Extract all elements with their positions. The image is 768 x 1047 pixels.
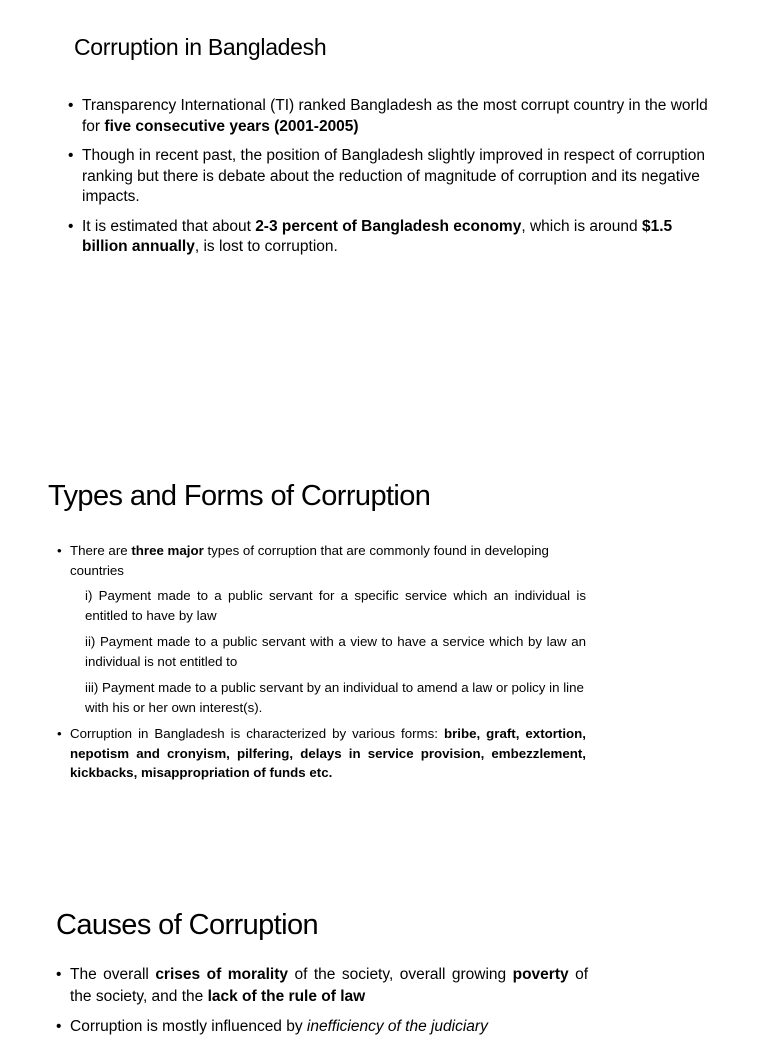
bullet-emphasis: $1.5 billion annually xyxy=(82,217,673,255)
bullet-text: Corruption in Bangladesh is characterized by various forms: xyxy=(70,726,444,741)
bullet-marker: • xyxy=(57,543,62,558)
sub-item: iii) Payment made to a public servant by an individual to amend a law or policy in line with his or her own interest(s). xyxy=(85,680,584,715)
bullet-marker: • xyxy=(56,966,62,983)
bullet-text: of the society, and the xyxy=(70,966,589,1005)
bullet-emphasis: five consecutive years (2001-2005) xyxy=(104,117,359,135)
slide-title: Corruption in Bangladesh xyxy=(74,34,327,60)
slide-title: Types and Forms of Corruption xyxy=(48,480,431,512)
bullet-emphasis: inefficiency of the judiciary xyxy=(306,1018,488,1035)
sub-item: i) Payment made to a public servant for a specific service which an individual is entitled to have by law xyxy=(85,588,586,623)
bullet-text: , which is around xyxy=(521,217,642,235)
bullet-text: There are xyxy=(70,543,132,558)
bullet-list xyxy=(68,96,722,267)
sub-list xyxy=(85,586,586,717)
bullet-emphasis: poverty xyxy=(512,966,569,983)
bullet-list xyxy=(57,541,586,783)
bullet-emphasis: bribe, graft, extortion, nepotism and cronyism, pilfering, delays in service provision, embezzlement, kickbacks, misappropriation of funds etc. xyxy=(70,726,586,780)
bullet-item xyxy=(56,964,589,1007)
bullet-emphasis: crises of morality xyxy=(155,966,288,983)
bullet-text: Though in recent past, the position of Bangladesh slightly improved in respect of corruption ranking but there is debate about the reduction of magnitude of corruption and its negative impacts. xyxy=(82,147,705,205)
bullet-marker: • xyxy=(56,1018,62,1035)
bullet-item xyxy=(56,1016,588,1038)
bullet-marker: • xyxy=(68,217,74,235)
bullet-list xyxy=(56,964,589,1047)
bullet-text: Transparency International (TI) ranked Bangladesh as the most corrupt country in the world for xyxy=(82,97,708,135)
bullet-item xyxy=(68,217,722,258)
bullet-item xyxy=(57,541,586,717)
bullet-text: Corruption is mostly influenced by xyxy=(70,1018,307,1035)
sub-item: ii) Payment made to a public servant with a view to have a service which by law an individual is not entitled to xyxy=(85,634,586,669)
bullet-text: It is estimated that about xyxy=(82,217,256,235)
bullet-emphasis: lack of the rule of law xyxy=(207,987,366,1005)
bullet-item xyxy=(57,724,586,783)
bullet-marker: • xyxy=(57,726,62,741)
slide-types-and-forms xyxy=(0,470,768,800)
bullet-text: of the society, overall growing xyxy=(288,966,513,983)
bullet-text: The overall xyxy=(70,966,156,983)
bullet-item xyxy=(68,96,722,137)
slide-title: Causes of Corruption xyxy=(56,909,319,941)
bullet-item xyxy=(68,146,722,208)
slide-causes-of-corruption xyxy=(0,900,768,1035)
bullet-emphasis: three major xyxy=(131,543,204,558)
bullet-text: , is lost to corruption. xyxy=(194,238,338,255)
bullet-marker: • xyxy=(68,97,74,114)
slide-corruption-in-bangladesh xyxy=(0,0,768,300)
bullet-text: types of corruption that are commonly found in developing countries xyxy=(70,543,549,578)
bullet-emphasis: 2-3 percent of Bangladesh economy xyxy=(255,217,522,235)
bullet-marker: • xyxy=(68,147,74,164)
